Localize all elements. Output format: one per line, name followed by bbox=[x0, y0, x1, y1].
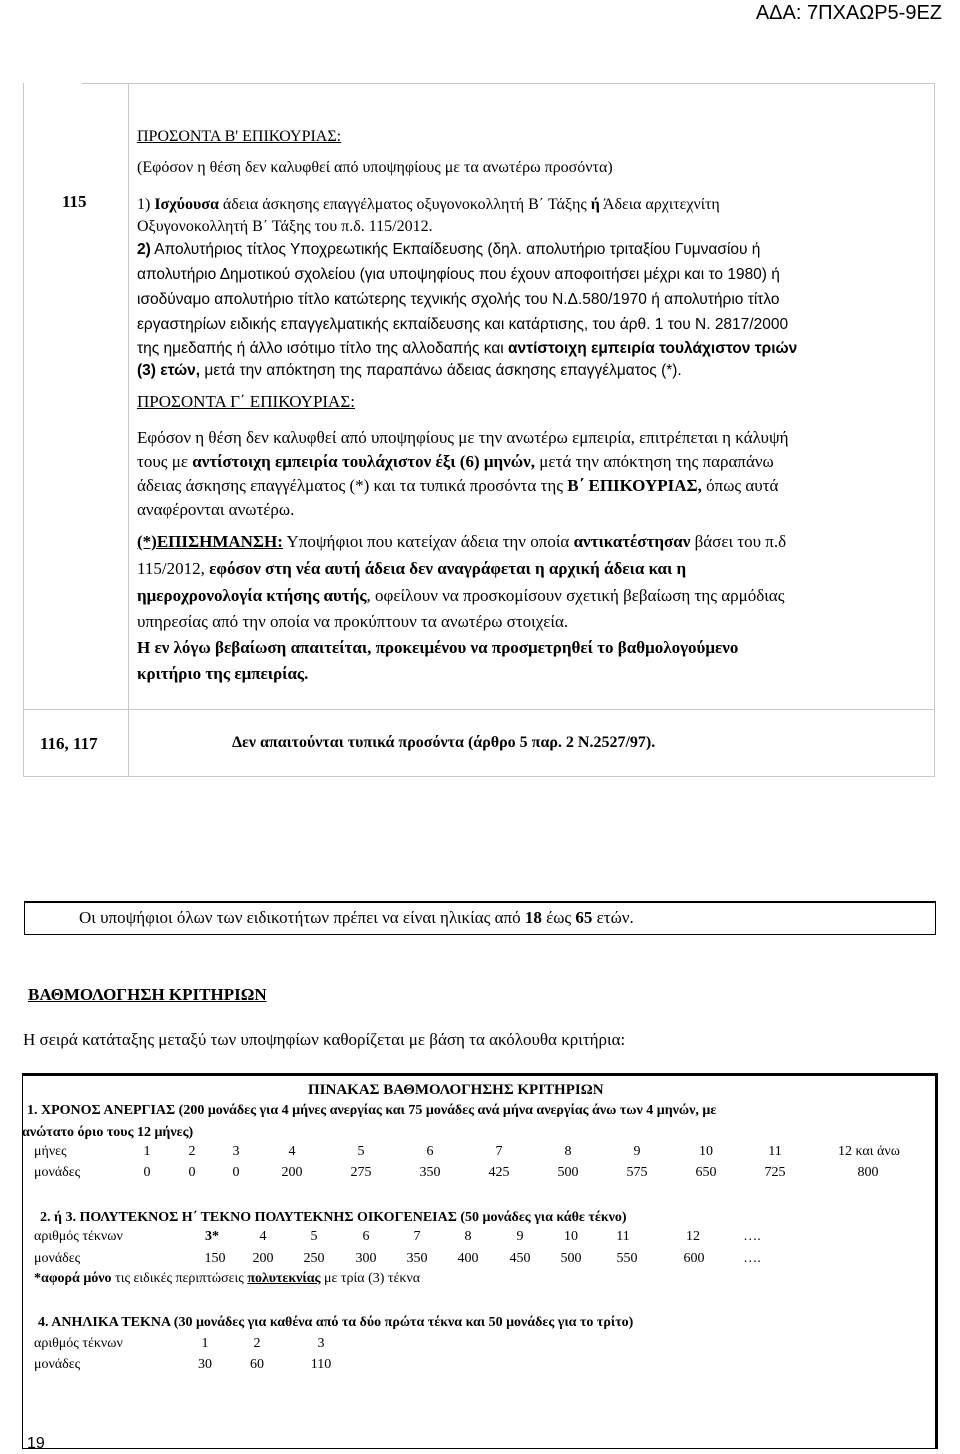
c1-row2-cell: 725 bbox=[764, 1165, 786, 1180]
c2-note-d: πολυτεκνίας bbox=[247, 1271, 321, 1286]
c1-title-line1: 1. ΧΡΟΝΟΣ ΑΝΕΡΓΙΑΣ (200 μονάδες για 4 μήνες ανεργίας και 75 μονάδες ανά μήνα ανεργίας άνω των 4 μηνών, με bbox=[27, 1103, 717, 1118]
b2-line2: απολυτήριο Δημοτικού σχολείου (για υποψηφίους που έχουν αποφοιτήσει μέχρι και το 1980) ή bbox=[137, 266, 780, 283]
c2-row1-cell: 9 bbox=[516, 1229, 524, 1244]
table-column-divider bbox=[128, 83, 129, 776]
age-min: 18 bbox=[524, 908, 542, 927]
c2-note-c: τις ειδικές περιπτώσεις bbox=[111, 1271, 248, 1286]
c1-row1-cell: 5 bbox=[357, 1144, 365, 1159]
g-l2a: τους με bbox=[137, 452, 193, 471]
b2-line4: εργαστηρίων ειδικής επαγγελματικής εκπαίδευσης και κατάρτισης, του άρθ. 1 του Ν. 2817/2000 bbox=[137, 316, 789, 333]
c2-row1-cell: 6 bbox=[362, 1229, 370, 1244]
b1-e: Άδεια αρχιτεχνίτη bbox=[599, 196, 720, 213]
g-line4: αναφέρονται ανωτέρω. bbox=[137, 500, 295, 519]
b1-b: Ισχύουσα bbox=[154, 196, 219, 213]
row-116-text: Δεν απαιτούνται τυπικά προσόντα (άρθρο 5 παρ. 2 Ν.2527/97). bbox=[232, 734, 656, 751]
g-l3b: Β΄ ΕΠΙΚΟΥΡΙΑΣ, bbox=[567, 476, 702, 495]
c2-row2-cell: 450 bbox=[509, 1251, 531, 1266]
c2-row2-cell: 500 bbox=[560, 1251, 582, 1266]
c1-row2-cell: 575 bbox=[626, 1165, 648, 1180]
c2-row1-cell: 4 bbox=[259, 1229, 267, 1244]
age-c: έως bbox=[541, 908, 576, 927]
c1-row1-cell: 9 bbox=[633, 1144, 641, 1159]
c1-row2-cell: 425 bbox=[488, 1165, 510, 1180]
c1-row2-cell: 650 bbox=[695, 1165, 717, 1180]
c2-note-b: μόνο bbox=[83, 1271, 112, 1286]
grading-title: ΒΑΘΜΟΛΟΓΗΣΗ ΚΡΙΤΗΡΙΩΝ bbox=[28, 985, 267, 1004]
row-number-116-117: 116, 117 bbox=[40, 734, 98, 753]
c2-title: 2. ή 3. ΠΟΛΥΤΕΚΝΟΣ Η΄ ΤΕΚΝΟ ΠΟΛΥΤΕΚΝΗΣ ΟΙΚΟΓΕΝΕΙΑΣ (50 μονάδες για κάθε τέκνο) bbox=[40, 1210, 627, 1225]
g-l3c: όπως αυτά bbox=[701, 476, 779, 495]
b2-line3: ισοδύναμο απολυτήριο τίτλο κατώτερης τεχνικής σχολής του Ν.Δ.580/1970 ή απολυτήριο τίτλο bbox=[137, 291, 780, 308]
c4-row2-cell: 30 bbox=[198, 1357, 212, 1372]
g-line1: Εφόσον η θέση δεν καλυφθεί από υποψηφίους με την ανωτέρω εμπειρία, επιτρέπεται η κάλυψή bbox=[137, 428, 789, 447]
note-l2a: 115/2012, bbox=[137, 559, 210, 578]
c1-row2-label: μονάδες bbox=[34, 1165, 81, 1180]
note-l1d: βάσει του π.δ bbox=[690, 532, 787, 551]
c1-row1-cell: 8 bbox=[564, 1144, 572, 1159]
c2-row2-cell: 150 bbox=[204, 1251, 226, 1266]
c1-row1-cell: 10 bbox=[699, 1144, 713, 1159]
c2-row1-cell: …. bbox=[743, 1229, 761, 1244]
c2-row1-cell: 5 bbox=[310, 1229, 318, 1244]
c1-row2-cell: 0 bbox=[188, 1165, 196, 1180]
c2-row2-cell: 250 bbox=[303, 1251, 325, 1266]
c1-row2-cell: 200 bbox=[281, 1165, 303, 1180]
c2-row1-cell: 7 bbox=[413, 1229, 421, 1244]
c2-note-a: *αφορά bbox=[34, 1271, 84, 1286]
c2-row2-cell: 300 bbox=[355, 1251, 377, 1266]
g-l2c: μετά την απόκτηση της παραπάνω bbox=[535, 452, 774, 471]
criteria-table-title: ΠΙΝΑΚΑΣ ΒΑΘΜΟΛΟΓΗΣΗΣ ΚΡΙΤΗΡΙΩΝ bbox=[308, 1082, 604, 1098]
b-title: ΠΡΟΣΟΝΤΑ Β' ΕΠΙΚΟΥΡΙΑΣ: bbox=[137, 128, 342, 145]
c4-row2-label: μονάδες bbox=[34, 1357, 81, 1372]
b2-l6a: (3) ετών, bbox=[137, 362, 201, 379]
c1-row2-cell: 275 bbox=[350, 1165, 372, 1180]
b2-line6 bbox=[137, 362, 682, 380]
b1-c: άδεια άσκησης επαγγέλματος οξυγονοκολλητή Β΄ Τάξης bbox=[218, 196, 591, 213]
b2-l6b: μετά την απόκτηση της παραπάνω άδειας άσκησης επαγγέλματος (*). bbox=[200, 362, 682, 379]
c1-row1-label: μήνες bbox=[34, 1144, 67, 1159]
c2-row1-cell: 3* bbox=[205, 1229, 219, 1244]
c2-row2-cell: …. bbox=[743, 1251, 761, 1266]
g-title: ΠΡΟΣΟΝΤΑ Γ΄ ΕΠΙΚΟΥΡΙΑΣ: bbox=[137, 392, 355, 411]
note-line1 bbox=[137, 532, 786, 552]
c1-row2-cell: 0 bbox=[232, 1165, 240, 1180]
c1-row1-cell: 4 bbox=[288, 1144, 296, 1159]
c1-row1-cell: 6 bbox=[426, 1144, 434, 1159]
c2-row1-cell: 12 bbox=[686, 1229, 700, 1244]
b2-l5a: της ημεδαπής ή άλλο ισότιμο τίτλο της αλλοδαπής και bbox=[137, 340, 509, 357]
c2-row1-cell: 8 bbox=[464, 1229, 472, 1244]
b1-line2: Οξυγονοκολλητή Β΄ Τάξης του π.δ. 115/2012. bbox=[137, 218, 433, 235]
ada-code: ΑΔΑ: 7ΠΧΑΩΡ5-9ΕΖ bbox=[755, 2, 942, 24]
c4-row1-cell: 3 bbox=[317, 1336, 325, 1351]
note-l1c: αντικατέστησαν bbox=[573, 532, 691, 551]
c2-row2-label: μονάδες bbox=[34, 1251, 81, 1266]
b1-line1 bbox=[137, 196, 720, 214]
c1-row1-cell: 2 bbox=[188, 1144, 196, 1159]
b2-l1b: Απολυτήριος τίτλος Υποχρεωτικής Εκπαίδευσης (δηλ. απολυτήριο τριταξίου Γυμνασίου ή bbox=[150, 241, 761, 258]
c1-row2-cell: 500 bbox=[557, 1165, 579, 1180]
g-line2 bbox=[137, 452, 774, 472]
c1-row2-cell: 0 bbox=[143, 1165, 151, 1180]
c2-row2-cell: 600 bbox=[683, 1251, 705, 1266]
g-l3a: άδειας άσκησης επαγγέλματος (*) και τα τυπικά προσόντα της bbox=[137, 476, 568, 495]
note-l2b: εφόσον στη νέα αυτή άδεια δεν αναγράφεται η αρχική άδεια και η bbox=[209, 559, 687, 578]
note-line2 bbox=[137, 559, 686, 579]
b2-l5b: αντίστοιχη εμπειρία τουλάχιστον τριών bbox=[508, 340, 798, 357]
note-label: (*)ΕΠΙΣΗΜΑΝΣΗ: bbox=[137, 532, 283, 551]
note-line5: Η εν λόγω βεβαίωση απαιτείται, προκειμένου να προσμετρηθεί το βαθμολογούμενο bbox=[137, 638, 739, 657]
c1-row1-cell: 3 bbox=[232, 1144, 240, 1159]
g-l2b: αντίστοιχη εμπειρία τουλάχιστον έξι (6) μηνών, bbox=[192, 452, 536, 471]
note-l3b: , οφείλουν να προσκομίσουν σχετική βεβαίωση της αρμόδιας bbox=[366, 586, 785, 605]
c2-note-e: με τρία (3) τέκνα bbox=[320, 1271, 421, 1286]
b2-line1 bbox=[137, 241, 760, 259]
c4-row1-cell: 2 bbox=[253, 1336, 261, 1351]
age-text bbox=[79, 908, 634, 928]
b-intro: (Εφόσον η θέση δεν καλυφθεί από υποψηφίους με τα ανωτέρω προσόντα) bbox=[137, 159, 613, 176]
note-l3a: ημεροχρονολογία κτήσης αυτής bbox=[137, 586, 367, 605]
c1-row2-cell: 800 bbox=[857, 1165, 879, 1180]
c2-row1-cell: 10 bbox=[564, 1229, 578, 1244]
c1-row1-cell: 1 bbox=[143, 1144, 151, 1159]
c1-row2-cell: 350 bbox=[419, 1165, 441, 1180]
c4-row1-label: αριθμός τέκνων bbox=[34, 1336, 123, 1351]
note-line6: κριτήριο της εμπειρίας. bbox=[137, 664, 309, 683]
b1-a: 1) bbox=[137, 196, 155, 213]
note-line4: υπηρεσίας από την οποία να προκύπτουν τα ανωτέρω στοιχεία. bbox=[137, 612, 569, 631]
c4-title: 4. ΑΝΗΛΙΚΑ ΤΕΚΝΑ (30 μονάδες για καθένα από τα δύο πρώτα τέκνα και 50 μονάδες για το τρίτο) bbox=[38, 1315, 634, 1330]
c1-row1-cell: 12 και άνω bbox=[838, 1144, 900, 1159]
g-line3 bbox=[137, 476, 778, 496]
table-top-border bbox=[82, 83, 935, 84]
c4-row2-cell: 60 bbox=[250, 1357, 264, 1372]
page-number: 19 bbox=[27, 1435, 45, 1452]
c2-row2-cell: 400 bbox=[457, 1251, 479, 1266]
b1-d: ή bbox=[590, 196, 600, 213]
table-left-border bbox=[23, 83, 24, 776]
c4-row1-cell: 1 bbox=[201, 1336, 209, 1351]
b2-line5 bbox=[137, 340, 797, 358]
note-l1b: Υποψήφιοι που κατείχαν άδεια την οποία bbox=[282, 532, 574, 551]
c2-row1-label: αριθμός τέκνων bbox=[34, 1229, 123, 1244]
grading-intro: Η σειρά κατάταξης μεταξύ των υποψηφίων καθορίζεται με βάση τα ακόλουθα κριτήρια: bbox=[23, 1030, 626, 1049]
table-right-border bbox=[934, 83, 935, 776]
note-line3 bbox=[137, 586, 784, 606]
age-a: Οι υποψήφιοι όλων των ειδικοτήτων πρέπει να είναι ηλικίας από bbox=[79, 908, 525, 927]
c2-note bbox=[34, 1271, 420, 1287]
age-max: 65 bbox=[575, 908, 593, 927]
age-e: ετών. bbox=[592, 908, 634, 927]
c4-row2-cell: 110 bbox=[310, 1357, 332, 1372]
c2-row2-cell: 200 bbox=[252, 1251, 274, 1266]
c1-row1-cell: 7 bbox=[495, 1144, 503, 1159]
row-number-115: 115 bbox=[62, 192, 87, 211]
b2-l1a: 2) bbox=[137, 241, 151, 258]
c2-row2-cell: 550 bbox=[616, 1251, 638, 1266]
c2-row2-cell: 350 bbox=[406, 1251, 428, 1266]
c2-row1-cell: 11 bbox=[616, 1229, 630, 1244]
table-row-divider bbox=[23, 709, 935, 710]
c1-row1-cell: 11 bbox=[768, 1144, 782, 1159]
table-bottom-border bbox=[23, 776, 935, 777]
c1-title-line2: ανώτατο όριο τους 12 μήνες) bbox=[22, 1125, 194, 1140]
